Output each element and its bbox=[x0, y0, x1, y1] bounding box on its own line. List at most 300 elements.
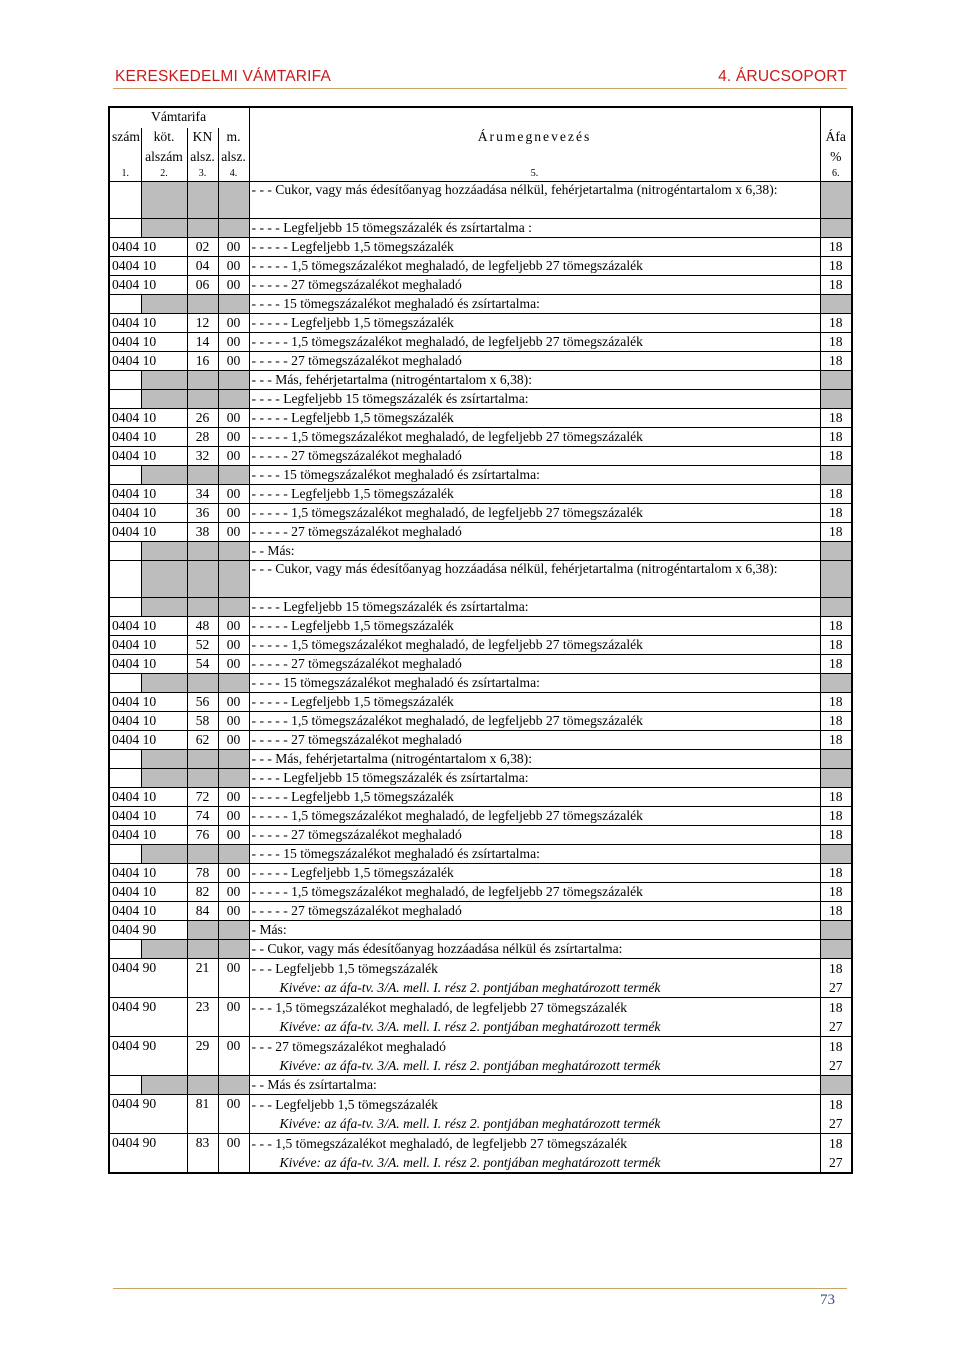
m-cell: 00 bbox=[218, 504, 249, 523]
description-cell: - - - - - 1,5 tömegszázalékot meghaladó, de legfeljebb 27 tömegszázalék bbox=[249, 333, 820, 352]
table-body bbox=[109, 182, 852, 1174]
shaded-cell bbox=[218, 390, 249, 409]
col-head-alszam: alszám bbox=[141, 148, 187, 168]
description-cell: - - - - - 1,5 tömegszázalékot meghaladó, de legfeljebb 27 tömegszázalék bbox=[249, 712, 820, 731]
m-cell: 00 bbox=[218, 523, 249, 542]
shaded-cell bbox=[187, 542, 218, 561]
vat-rate-exception: 27 bbox=[828, 1155, 843, 1170]
kn-cell: 56 bbox=[187, 693, 218, 712]
shaded-cell bbox=[218, 674, 249, 693]
shaded-cell bbox=[218, 921, 249, 940]
vat-cell: 18 bbox=[820, 504, 852, 523]
kn-cell: 16 bbox=[187, 352, 218, 371]
description-cell: - - - - - 27 tömegszázalékot meghaladó bbox=[249, 826, 820, 845]
table-row bbox=[109, 674, 852, 693]
table-row bbox=[109, 523, 852, 542]
empty-cell bbox=[109, 769, 141, 788]
description-cell: - - - - - Legfeljebb 1,5 tömegszázalék bbox=[249, 864, 820, 883]
vat-cell: 18 bbox=[820, 617, 852, 636]
kn-cell: 72 bbox=[187, 788, 218, 807]
table-row bbox=[109, 466, 852, 485]
shaded-cell bbox=[820, 295, 852, 314]
code-cell: 0404 90 bbox=[109, 959, 187, 998]
kn-cell: 54 bbox=[187, 655, 218, 674]
empty-cell bbox=[109, 845, 141, 864]
col-num-1: 1. bbox=[109, 168, 141, 182]
kn-cell: 28 bbox=[187, 428, 218, 447]
shaded-cell bbox=[187, 674, 218, 693]
vat-cell: 18 bbox=[820, 693, 852, 712]
shaded-cell bbox=[187, 1076, 218, 1095]
shaded-cell bbox=[141, 219, 187, 238]
vat-cell: 18 bbox=[820, 636, 852, 655]
m-cell: 00 bbox=[218, 333, 249, 352]
shaded-cell bbox=[218, 598, 249, 617]
col-head-m: m. bbox=[218, 128, 249, 148]
code-cell: 0404 10 bbox=[109, 655, 187, 674]
code-cell: 0404 10 bbox=[109, 333, 187, 352]
shaded-cell bbox=[218, 466, 249, 485]
col-num-4: 4. bbox=[218, 168, 249, 182]
table-row bbox=[109, 826, 852, 845]
description-cell: - - - - - 27 tömegszázalékot meghaladó bbox=[249, 276, 820, 295]
empty-cell bbox=[109, 674, 141, 693]
table-row bbox=[109, 182, 852, 219]
code-cell: 0404 10 bbox=[109, 238, 187, 257]
m-cell: 00 bbox=[218, 314, 249, 333]
vat-cell: 18 bbox=[820, 238, 852, 257]
heading-text: - - - Más, fehérjetartalma (nitrogéntartalom x 6,38): bbox=[251, 751, 532, 766]
description-cell bbox=[249, 219, 820, 238]
vat-cell: 18 bbox=[820, 788, 852, 807]
m-cell: 00 bbox=[218, 447, 249, 466]
code-cell: 0404 10 bbox=[109, 428, 187, 447]
description-cell bbox=[249, 959, 820, 998]
code-cell: 0404 10 bbox=[109, 485, 187, 504]
kn-cell: 12 bbox=[187, 314, 218, 333]
m-cell: 00 bbox=[218, 409, 249, 428]
running-header bbox=[113, 66, 847, 89]
table-row bbox=[109, 655, 852, 674]
heading-text: - - Más és zsírtartalma: bbox=[251, 1077, 377, 1092]
table-row bbox=[109, 617, 852, 636]
description-cell: - - - - - Legfeljebb 1,5 tömegszázalék bbox=[249, 485, 820, 504]
code-cell: 0404 10 bbox=[109, 447, 187, 466]
table-row bbox=[109, 788, 852, 807]
shaded-cell bbox=[218, 769, 249, 788]
heading-text: - - - - Legfeljebb 15 tömegszázalék és zsírtartalma: bbox=[251, 770, 529, 785]
heading-text: - - Cukor, vagy más édesítőanyag hozzáadása nélkül és zsírtartalma: bbox=[251, 941, 623, 956]
code-cell: 0404 10 bbox=[109, 504, 187, 523]
empty-cell bbox=[109, 940, 141, 959]
shaded-cell bbox=[820, 750, 852, 769]
table-row bbox=[109, 921, 852, 940]
heading-text: - - - Cukor, vagy más édesítőanyag hozzáadása nélkül, fehérjetartalma (nitrogéntartalom x 6,38): bbox=[251, 182, 778, 197]
empty-cell bbox=[109, 1076, 141, 1095]
description-cell: - - - - - Legfeljebb 1,5 tömegszázalék bbox=[249, 617, 820, 636]
code-cell: 0404 10 bbox=[109, 257, 187, 276]
shaded-cell bbox=[187, 940, 218, 959]
table-row bbox=[109, 219, 852, 238]
shaded-cell bbox=[141, 674, 187, 693]
shaded-cell bbox=[218, 1076, 249, 1095]
vat-cell: 18 bbox=[820, 902, 852, 921]
description-text: - - - 27 tömegszázalékot meghaladó bbox=[251, 1039, 446, 1054]
shaded-cell bbox=[187, 561, 218, 598]
kn-cell: 81 bbox=[187, 1095, 218, 1134]
m-cell: 00 bbox=[218, 807, 249, 826]
m-cell: 00 bbox=[218, 655, 249, 674]
exception-text: Kivéve: az áfa-tv. 3/A. mell. I. rész 2. pontjában meghatározott termék bbox=[279, 1155, 661, 1170]
table-row bbox=[109, 238, 852, 257]
col-num-3: 3. bbox=[187, 168, 218, 182]
kn-cell: 74 bbox=[187, 807, 218, 826]
description-cell bbox=[249, 390, 820, 409]
code-cell: 0404 10 bbox=[109, 276, 187, 295]
code-cell: 0404 10 bbox=[109, 788, 187, 807]
kn-cell: 52 bbox=[187, 636, 218, 655]
kn-cell: 76 bbox=[187, 826, 218, 845]
vat-cell: 18 bbox=[820, 485, 852, 504]
col-head-szam: szám bbox=[109, 128, 141, 148]
table-row bbox=[109, 845, 852, 864]
kn-cell: 38 bbox=[187, 523, 218, 542]
shaded-cell bbox=[187, 371, 218, 390]
description-cell bbox=[249, 598, 820, 617]
description-cell: - - - - - Legfeljebb 1,5 tömegszázalék bbox=[249, 314, 820, 333]
kn-cell: 34 bbox=[187, 485, 218, 504]
shaded-cell bbox=[187, 219, 218, 238]
col-head-afa: Áfa bbox=[820, 128, 852, 148]
shaded-cell bbox=[141, 542, 187, 561]
m-cell: 00 bbox=[218, 712, 249, 731]
table-row bbox=[109, 333, 852, 352]
vat-cell bbox=[820, 959, 852, 998]
table-row bbox=[109, 883, 852, 902]
empty-cell bbox=[109, 466, 141, 485]
table-row bbox=[109, 276, 852, 295]
empty-cell bbox=[109, 219, 141, 238]
table-row bbox=[109, 807, 852, 826]
empty-cell bbox=[109, 182, 141, 219]
col-num-6: 6. bbox=[820, 168, 852, 182]
exception-text: Kivéve: az áfa-tv. 3/A. mell. I. rész 2. pontjában meghatározott termék bbox=[279, 1116, 661, 1131]
tariff-table bbox=[108, 106, 853, 1174]
code-cell: 0404 10 bbox=[109, 617, 187, 636]
shaded-cell bbox=[820, 940, 852, 959]
description-cell bbox=[249, 940, 820, 959]
code-cell: 0404 10 bbox=[109, 314, 187, 333]
table-head bbox=[109, 107, 852, 182]
table-row bbox=[109, 864, 852, 883]
empty-cell bbox=[109, 295, 141, 314]
vat-rate-exception: 27 bbox=[828, 1019, 843, 1034]
m-cell: 00 bbox=[218, 693, 249, 712]
description-cell bbox=[249, 542, 820, 561]
shaded-cell bbox=[218, 182, 249, 219]
kn-cell: 32 bbox=[187, 447, 218, 466]
table-row bbox=[109, 352, 852, 371]
shaded-cell bbox=[218, 750, 249, 769]
shaded-cell bbox=[820, 542, 852, 561]
col-head-kot: köt. bbox=[141, 128, 187, 148]
m-cell: 00 bbox=[218, 352, 249, 371]
m-cell: 00 bbox=[218, 428, 249, 447]
shaded-cell bbox=[141, 750, 187, 769]
table-row bbox=[109, 636, 852, 655]
col-head-kn-alsz: alsz. bbox=[187, 148, 218, 168]
m-cell: 00 bbox=[218, 864, 249, 883]
code-cell: 0404 10 bbox=[109, 409, 187, 428]
vat-cell bbox=[820, 998, 852, 1037]
shaded-cell bbox=[820, 219, 852, 238]
shaded-cell bbox=[218, 940, 249, 959]
code-cell: 0404 10 bbox=[109, 902, 187, 921]
heading-text: - - - - Legfeljebb 15 tömegszázalék és zsírtartalma: bbox=[251, 599, 529, 614]
m-cell: 00 bbox=[218, 276, 249, 295]
code-cell: 0404 10 bbox=[109, 523, 187, 542]
vat-cell: 18 bbox=[820, 409, 852, 428]
description-text: - - - 1,5 tömegszázalékot meghaladó, de legfeljebb 27 tömegszázalék bbox=[251, 1136, 628, 1151]
table-row bbox=[109, 731, 852, 750]
kn-cell: 78 bbox=[187, 864, 218, 883]
m-cell: 00 bbox=[218, 1134, 249, 1174]
kn-cell: 21 bbox=[187, 959, 218, 998]
table-row bbox=[109, 390, 852, 409]
empty-cell bbox=[109, 390, 141, 409]
m-cell: 00 bbox=[218, 883, 249, 902]
description-cell bbox=[249, 466, 820, 485]
code-cell: 0404 10 bbox=[109, 883, 187, 902]
shaded-cell bbox=[141, 940, 187, 959]
m-cell: 00 bbox=[218, 636, 249, 655]
vat-cell bbox=[820, 1134, 852, 1174]
table-row bbox=[109, 693, 852, 712]
code-cell: 0404 10 bbox=[109, 731, 187, 750]
description-cell: - - - - - 27 tömegszázalékot meghaladó bbox=[249, 902, 820, 921]
kn-cell: 02 bbox=[187, 238, 218, 257]
m-cell: 00 bbox=[218, 902, 249, 921]
description-cell bbox=[249, 1076, 820, 1095]
kn-cell: 82 bbox=[187, 883, 218, 902]
shaded-cell bbox=[141, 769, 187, 788]
description-cell: - - - - - Legfeljebb 1,5 tömegszázalék bbox=[249, 693, 820, 712]
empty-cell bbox=[109, 371, 141, 390]
table-row bbox=[109, 485, 852, 504]
description-cell: - - - - - 1,5 tömegszázalékot meghaladó, de legfeljebb 27 tömegszázalék bbox=[249, 807, 820, 826]
shaded-cell bbox=[820, 1076, 852, 1095]
footer-rule bbox=[113, 1288, 847, 1289]
shaded-cell bbox=[218, 295, 249, 314]
kn-cell: 36 bbox=[187, 504, 218, 523]
heading-text: - - - - 15 tömegszázalékot meghaladó és zsírtartalma: bbox=[251, 296, 540, 311]
table-row bbox=[109, 959, 852, 998]
shaded-cell bbox=[820, 598, 852, 617]
kn-cell: 29 bbox=[187, 1037, 218, 1076]
heading-text: - - - - 15 tömegszázalékot meghaladó és zsírtartalma: bbox=[251, 675, 540, 690]
description-cell bbox=[249, 182, 820, 219]
vat-cell: 18 bbox=[820, 276, 852, 295]
code-cell: 0404 10 bbox=[109, 826, 187, 845]
description-cell bbox=[249, 845, 820, 864]
table-row bbox=[109, 447, 852, 466]
shaded-cell bbox=[141, 295, 187, 314]
code-cell: 0404 90 bbox=[109, 1095, 187, 1134]
description-cell: - - - - - 1,5 tömegszázalékot meghaladó, de legfeljebb 27 tömegszázalék bbox=[249, 504, 820, 523]
shaded-cell bbox=[141, 466, 187, 485]
description-text: - - - 1,5 tömegszázalékot meghaladó, de legfeljebb 27 tömegszázalék bbox=[251, 1000, 628, 1015]
shaded-cell bbox=[218, 845, 249, 864]
table-row bbox=[109, 1076, 852, 1095]
description-cell: - - - - - 27 tömegszázalékot meghaladó bbox=[249, 523, 820, 542]
vat-rate-exception: 27 bbox=[828, 1058, 843, 1073]
vat-rate: 18 bbox=[828, 1097, 843, 1112]
shaded-cell bbox=[141, 182, 187, 219]
shaded-cell bbox=[820, 561, 852, 598]
header-right: 4. ÁRUCSOPORT bbox=[718, 68, 847, 85]
vat-cell bbox=[820, 1095, 852, 1134]
code-cell: 0404 90 bbox=[109, 921, 187, 940]
heading-text: - - - - 15 tömegszázalékot meghaladó és zsírtartalma: bbox=[251, 467, 540, 482]
kn-cell: 48 bbox=[187, 617, 218, 636]
vat-rate: 18 bbox=[828, 1136, 843, 1151]
kn-cell: 04 bbox=[187, 257, 218, 276]
vat-cell: 18 bbox=[820, 807, 852, 826]
description-cell: - - - - - Legfeljebb 1,5 tömegszázalék bbox=[249, 409, 820, 428]
description-cell bbox=[249, 1037, 820, 1076]
description-cell: - - - - - 1,5 tömegszázalékot meghaladó, de legfeljebb 27 tömegszázalék bbox=[249, 636, 820, 655]
table-row bbox=[109, 598, 852, 617]
table-row bbox=[109, 998, 852, 1037]
shaded-cell bbox=[218, 561, 249, 598]
m-cell: 00 bbox=[218, 257, 249, 276]
table-row bbox=[109, 542, 852, 561]
table-row bbox=[109, 371, 852, 390]
m-cell: 00 bbox=[218, 485, 249, 504]
description-cell: - - - - - 27 tömegszázalékot meghaladó bbox=[249, 352, 820, 371]
shaded-cell bbox=[141, 561, 187, 598]
shaded-cell bbox=[187, 295, 218, 314]
m-cell: 00 bbox=[218, 617, 249, 636]
shaded-cell bbox=[820, 182, 852, 219]
vat-cell: 18 bbox=[820, 352, 852, 371]
vat-cell: 18 bbox=[820, 447, 852, 466]
description-cell bbox=[249, 371, 820, 390]
code-cell: 0404 10 bbox=[109, 693, 187, 712]
table-row bbox=[109, 750, 852, 769]
code-cell: 0404 90 bbox=[109, 1134, 187, 1174]
table-row bbox=[109, 902, 852, 921]
header-left: KERESKEDELMI VÁMTARIFA bbox=[115, 68, 331, 85]
exception-text: Kivéve: az áfa-tv. 3/A. mell. I. rész 2. pontjában meghatározott termék bbox=[279, 980, 661, 995]
code-cell: 0404 90 bbox=[109, 998, 187, 1037]
vat-cell: 18 bbox=[820, 333, 852, 352]
kn-cell: 84 bbox=[187, 902, 218, 921]
kn-cell: 62 bbox=[187, 731, 218, 750]
vat-cell: 18 bbox=[820, 883, 852, 902]
heading-text: - - - Cukor, vagy más édesítőanyag hozzáadása nélkül, fehérjetartalma (nitrogéntartalom x 6,38): bbox=[251, 561, 778, 576]
vat-rate: 18 bbox=[828, 1000, 843, 1015]
shaded-cell bbox=[187, 750, 218, 769]
table-row bbox=[109, 712, 852, 731]
description-cell: - - - - - 27 tömegszázalékot meghaladó bbox=[249, 447, 820, 466]
shaded-cell bbox=[820, 371, 852, 390]
col-head-vamtarifa: Vámtarifa bbox=[141, 107, 249, 128]
shaded-cell bbox=[187, 390, 218, 409]
code-cell: 0404 10 bbox=[109, 712, 187, 731]
code-cell: 0404 10 bbox=[109, 807, 187, 826]
vat-cell bbox=[820, 1037, 852, 1076]
table-row bbox=[109, 1037, 852, 1076]
shaded-cell bbox=[187, 466, 218, 485]
description-cell bbox=[249, 1095, 820, 1134]
description-cell bbox=[249, 295, 820, 314]
description-cell: - - - - - Legfeljebb 1,5 tömegszázalék bbox=[249, 238, 820, 257]
kn-cell: 83 bbox=[187, 1134, 218, 1174]
description-text: - - - Legfeljebb 1,5 tömegszázalék bbox=[251, 961, 438, 976]
kn-cell: 06 bbox=[187, 276, 218, 295]
shaded-cell bbox=[820, 921, 852, 940]
shaded-cell bbox=[820, 845, 852, 864]
m-cell: 00 bbox=[218, 1037, 249, 1076]
table-row bbox=[109, 295, 852, 314]
shaded-cell bbox=[141, 845, 187, 864]
m-cell: 00 bbox=[218, 826, 249, 845]
vat-rate-exception: 27 bbox=[828, 1116, 843, 1131]
m-cell: 00 bbox=[218, 731, 249, 750]
code-cell: 0404 10 bbox=[109, 864, 187, 883]
shaded-cell bbox=[820, 390, 852, 409]
shaded-cell bbox=[141, 598, 187, 617]
empty-cell bbox=[109, 750, 141, 769]
description-cell: - - - - - Legfeljebb 1,5 tömegszázalék bbox=[249, 788, 820, 807]
table-row bbox=[109, 314, 852, 333]
col-head-arumegnevezes: Árumegnevezés bbox=[249, 128, 820, 148]
description-cell bbox=[249, 750, 820, 769]
table-row bbox=[109, 257, 852, 276]
vat-cell: 18 bbox=[820, 712, 852, 731]
table-row bbox=[109, 561, 852, 598]
description-cell: - Más: bbox=[249, 921, 820, 940]
description-cell bbox=[249, 674, 820, 693]
shaded-cell bbox=[218, 219, 249, 238]
shaded-cell bbox=[218, 542, 249, 561]
shaded-cell bbox=[820, 769, 852, 788]
description-cell: - - - - - 1,5 tömegszázalékot meghaladó, de legfeljebb 27 tömegszázalék bbox=[249, 257, 820, 276]
vat-rate: 18 bbox=[828, 1039, 843, 1054]
exception-text: Kivéve: az áfa-tv. 3/A. mell. I. rész 2. pontjában meghatározott termék bbox=[279, 1019, 661, 1034]
shaded-cell bbox=[820, 674, 852, 693]
vat-rate: 18 bbox=[828, 961, 843, 976]
m-cell: 00 bbox=[218, 238, 249, 257]
vat-cell: 18 bbox=[820, 257, 852, 276]
kn-cell: 58 bbox=[187, 712, 218, 731]
shaded-cell bbox=[141, 1076, 187, 1095]
m-cell: 00 bbox=[218, 788, 249, 807]
shaded-cell bbox=[218, 371, 249, 390]
shaded-cell bbox=[187, 845, 218, 864]
shaded-cell bbox=[141, 371, 187, 390]
description-cell: - - - - - 27 tömegszázalékot meghaladó bbox=[249, 731, 820, 750]
heading-text: - - - - 15 tömegszázalékot meghaladó és zsírtartalma: bbox=[251, 846, 540, 861]
table-row bbox=[109, 1095, 852, 1134]
col-head-kn: KN bbox=[187, 128, 218, 148]
table-row bbox=[109, 769, 852, 788]
description-cell: - - - - - 27 tömegszázalékot meghaladó bbox=[249, 655, 820, 674]
col-num-2: 2. bbox=[141, 168, 187, 182]
code-cell: 0404 10 bbox=[109, 636, 187, 655]
vat-cell: 18 bbox=[820, 523, 852, 542]
